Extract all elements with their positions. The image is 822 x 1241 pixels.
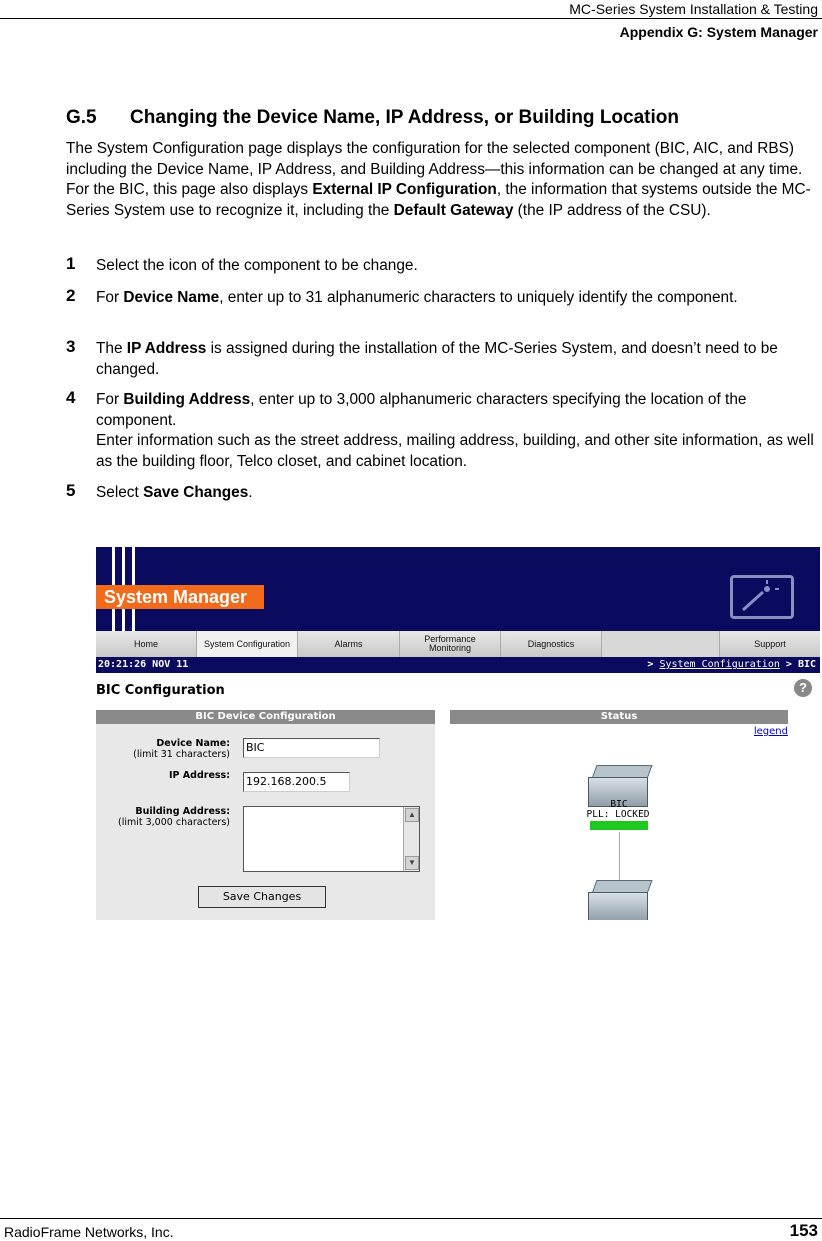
page-number: 153: [789, 1221, 818, 1240]
pll-status-label: PLL: LOCKED: [586, 809, 650, 820]
scroll-up-icon[interactable]: ▲: [405, 808, 419, 822]
step-text: [96, 483, 820, 504]
header-rule: [0, 18, 822, 19]
running-header-title: MC-Series System Installation & Testing: [569, 1, 818, 17]
step-text: [96, 390, 820, 472]
tab-support[interactable]: Support: [720, 631, 820, 657]
step-text-pre: For: [96, 391, 124, 408]
step-number: 2: [66, 286, 76, 305]
step-text: [96, 256, 820, 277]
status-panel: [450, 710, 788, 920]
step-text-post: , enter up to 3,000 alphanumeric characters specifying the location of the component.: [96, 391, 747, 429]
step-number: 4: [66, 388, 76, 407]
footer-company: RadioFrame Networks, Inc.: [4, 1224, 174, 1240]
banner: [96, 547, 820, 631]
intro-text-3: (the IP address of the CSU).: [513, 201, 711, 219]
tab-label-line2: Monitoring: [428, 643, 472, 653]
step-text-bold: Save Changes: [143, 484, 249, 501]
bic-device-label: BIC: [610, 799, 628, 810]
main-nav: [96, 631, 820, 657]
breadcrumb-current: BIC: [797, 659, 816, 670]
section-title-text: Changing the Device Name, IP Address, or Building Location: [130, 107, 679, 128]
intro-text-2: , the information that systems outside the MC-Series System use to recognize it, including the: [66, 181, 811, 219]
legend-link[interactable]: legend: [753, 726, 788, 737]
tab-performance-monitoring[interactable]: [400, 631, 501, 657]
tab-alarms[interactable]: Alarms: [298, 631, 400, 657]
pll-status-bar: [590, 821, 648, 830]
breadcrumb-sep: >: [647, 659, 660, 670]
intro-bold-external-ip: External IP Configuration: [312, 181, 497, 198]
ip-address-label: [169, 770, 230, 781]
building-address-limit: (limit 3,000 characters): [118, 817, 230, 828]
building-address-label: [118, 806, 230, 828]
breadcrumb-sep: >: [779, 659, 798, 670]
device-config-panel: [96, 710, 435, 920]
footer-rule: [0, 1218, 822, 1219]
building-address-textarea[interactable]: [243, 806, 420, 872]
tab-home[interactable]: Home: [96, 631, 197, 657]
breadcrumb: [647, 657, 816, 673]
section-number: G.5: [66, 107, 97, 128]
tab-diagnostics[interactable]: Diagnostics: [501, 631, 602, 657]
running-header-subtitle: Appendix G: System Manager: [619, 24, 818, 40]
brand-mark-icon: [733, 578, 791, 616]
child-device-icon[interactable]: [588, 880, 650, 920]
device-name-limit: (limit 31 characters): [133, 749, 230, 760]
brand-logo-icon: [730, 575, 794, 619]
step-text-post: .: [248, 484, 253, 501]
chassis-front: [588, 892, 648, 920]
step-text-bold: IP Address: [126, 340, 207, 357]
ip-address-field: 192.168.200.5: [243, 772, 350, 792]
step-number: 1: [66, 254, 76, 273]
help-icon[interactable]: ?: [794, 679, 812, 697]
app-logo: System Manager: [96, 585, 264, 609]
nav-spacer: [602, 631, 720, 657]
device-name-input[interactable]: BIC: [243, 738, 380, 758]
textarea-scrollbar[interactable]: [403, 807, 419, 871]
page-title: BIC Configuration: [96, 683, 225, 698]
device-config-header: BIC Device Configuration: [96, 710, 435, 724]
status-bar: [96, 657, 820, 673]
step-text-post: is assigned during the installation of the MC-Series System, and doesn’t need to be changed.: [96, 340, 778, 378]
ip-address-label-text: IP Address:: [169, 770, 230, 781]
device-name-label: [133, 738, 230, 760]
device-name-label-text: Device Name:: [156, 738, 230, 749]
intro-bold-default-gateway: Default Gateway: [393, 201, 514, 219]
step-text-pre: Select: [96, 484, 144, 501]
step-text-post: , enter up to 31 alphanumeric characters to uniquely identify the component.: [219, 289, 738, 306]
system-manager-screenshot: [96, 547, 820, 920]
step-number: 3: [66, 337, 76, 356]
step-number: 5: [66, 481, 76, 500]
section-heading: [66, 107, 679, 129]
step-text-bold: Building Address: [123, 391, 251, 408]
tab-system-configuration[interactable]: System Configuration: [197, 631, 298, 657]
step-text-pre: For: [96, 289, 124, 306]
breadcrumb-system-configuration-link[interactable]: System Configuration: [659, 659, 780, 670]
connection-line: [619, 832, 620, 884]
building-address-label-text: Building Address:: [135, 806, 230, 817]
step-text-extra: Enter information such as the street address, mailing address, building, and other site information, as well as the building floor, Telco closet, and cabinet location.: [96, 432, 814, 470]
step-text-pre: Select the icon of the component to be change.: [96, 257, 418, 274]
save-changes-button[interactable]: Save Changes: [198, 886, 326, 908]
step-text: [96, 288, 776, 309]
step-text: [96, 339, 796, 380]
status-header: Status: [450, 710, 788, 724]
intro-paragraph: [66, 139, 820, 221]
intro-text-1: The System Configuration page displays the configuration for the selected component (BIC, AIC, and RBS) including the Device Name, IP Address, and Building Address—this information can be changed at any time. For the BIC, this page also displays: [66, 140, 803, 198]
tab-label-line1: Performance: [424, 634, 476, 644]
step-text-pre: The: [96, 340, 127, 357]
step-text-bold: Device Name: [123, 289, 220, 306]
scroll-down-icon[interactable]: ▼: [405, 856, 419, 870]
clock: 20:21:26 NOV 11: [98, 659, 189, 670]
